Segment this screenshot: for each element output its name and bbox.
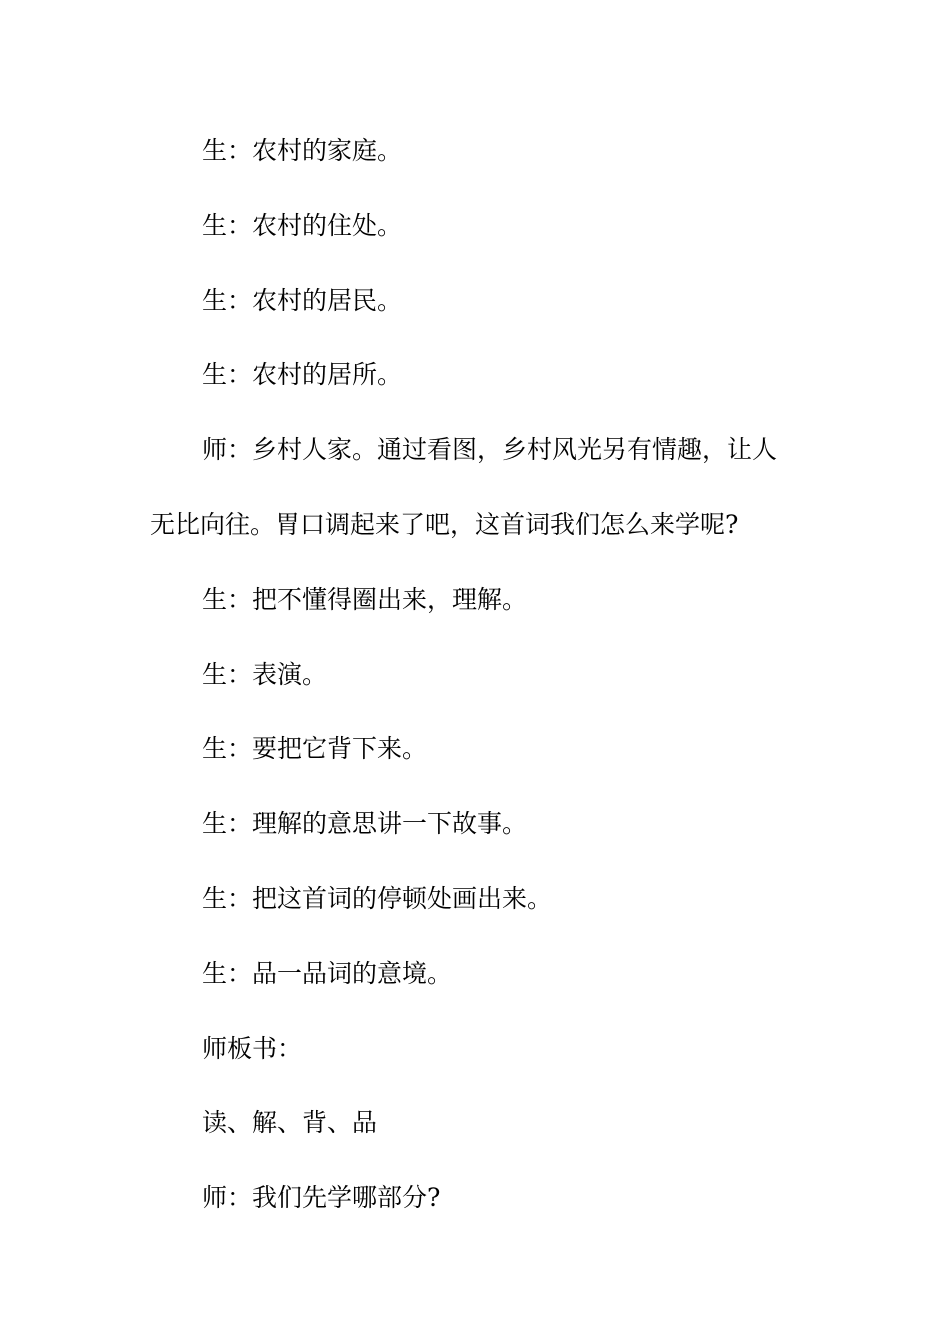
paragraph-9: 生：理解的意思讲一下故事。 (202, 809, 528, 839)
paragraph-14: 师：我们先学哪部分? (202, 1183, 441, 1213)
paragraph-2: 生：农村的住处。 (202, 210, 403, 240)
paragraph-8: 生：要把它背下来。 (202, 734, 428, 764)
paragraph-10: 生：把这首词的停顿处画出来。 (202, 883, 553, 913)
paragraph-13: 读、解、背、品 (202, 1108, 378, 1138)
paragraph-11: 生：品一品词的意境。 (202, 958, 453, 988)
paragraph-3: 生：农村的居民。 (202, 285, 403, 315)
paragraph-12: 师板书： (202, 1033, 303, 1063)
document-body (150, 114, 800, 1236)
paragraph-4: 生：农村的居所。 (202, 360, 403, 390)
paragraph-7: 生：表演。 (202, 659, 328, 689)
paragraph-5: 师：乡村人家。通过看图，乡村风光另有情趣，让人无比向往。胃口调起来了吧，这首词我们怎么来学呢? (150, 435, 778, 539)
paragraph-1: 生：农村的家庭。 (202, 136, 403, 165)
paragraph-6: 生：把不懂得圈出来，理解。 (202, 584, 528, 614)
